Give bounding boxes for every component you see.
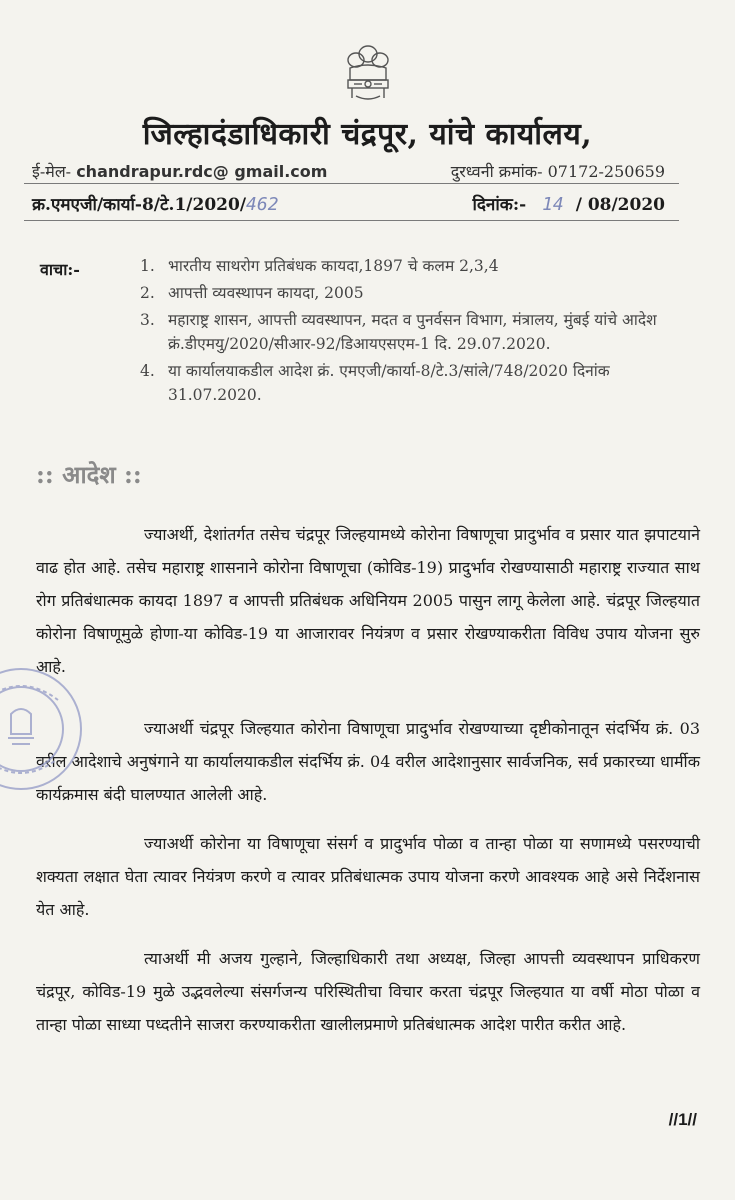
order-paragraph: ज्याअर्थी चंद्रपूर जिल्हयात कोरोना विषाणूचा प्रादुर्भाव रोखण्याच्या दृष्टीकोनातून संदर्भिय क्रं. 03 वरील आदेशाचे अनुषंगाने या कार्यालयाकडील संदर्भिय क्रं. 04 वरील आदेशानुसार सार्वजनिक, सर्व प्रकारच्या धार्मीक कार्यक्रमास बंदी घालण्यात आलेली आहे. bbox=[36, 719, 700, 804]
order-paragraph: ज्याअर्थी कोरोना या विषाणूचा संसर्ग व प्रादुर्भाव पोळा व तान्हा पोळा या सणामध्ये पसरण्याची शक्यता लक्षात घेता त्यावर नियंत्रण करणे व त्यावर प्रतिबंधात्मक उपाय योजना करणे आवश्यक आहे असे निर्देशनास येत आहे. bbox=[36, 834, 700, 919]
email-label: ई-मेल- bbox=[32, 162, 72, 181]
date-day-handwritten: 14 bbox=[542, 194, 564, 215]
reference-item: 3. महाराष्ट्र शासन, आपत्ती व्यवस्थापन, मदत व पुनर्वसन विभाग, मंत्रालय, मुंबई यांचे आदेश क्रं.डीएमयु/2020/सीआर-92/डिआयएसएम-1 दि. 29.07.2020. bbox=[140, 311, 657, 353]
email-address: chandrapur.rdc@ gmail.com bbox=[76, 162, 328, 181]
reference-item: 1. भारतीय साथरोग प्रतिबंधक कायदा,1897 चे कलम 2,3,4 bbox=[140, 257, 499, 275]
order-date bbox=[473, 192, 666, 215]
references-list bbox=[140, 254, 700, 410]
reference-number-text: क्र.एमएजी/कार्या-8/टे.1/2020/ bbox=[32, 195, 247, 215]
reference-item: 2. आपत्ती व्यवस्थापन कायदा, 2005 bbox=[140, 284, 364, 302]
national-emblem-icon bbox=[336, 40, 400, 112]
reference-number bbox=[32, 192, 279, 215]
reference-number-handwritten: 462 bbox=[246, 194, 279, 215]
email-line bbox=[32, 160, 327, 182]
order-paragraph: ज्याअर्थी, देशांतर्गत तसेच चंद्रपूर जिल्हयामध्ये कोरोना विषाणूचा प्रादुर्भाव व प्रसार यात झपाटयाने वाढ होत आहे. तसेच महाराष्ट्र शासनाने कोरोना विषाणूचा (कोविड-19) प्रादुर्भाव रोखण्यासाठी महाराष्ट्र राज्यात साथ रोग प्रतिबंधात्मक कायदा 1897 व आपत्ती प्रतिबंधक अधिनियम 2005 पासुन लागू केलेला आहे. चंद्रपूर जिल्हयात कोरोना विषाणूमुळे होणा-या कोविड-19 या आजारावर नियंत्रण व प्रसार रोखण्याकरीता विविध उपाय योजना सुरु आहे. bbox=[36, 525, 700, 676]
reference-item: 4. या कार्यालयाकडील आदेश क्रं. एमएजी/कार्या-8/टे.3/सांले/748/2020 दिनांक 31.07.2020. bbox=[140, 362, 610, 404]
header-divider bbox=[24, 183, 679, 184]
phone-label: दुरध्वनी क्रमांक- bbox=[450, 162, 543, 181]
page-marker: //1// bbox=[668, 1110, 697, 1129]
order-heading: :: आदेश :: bbox=[36, 460, 142, 489]
phone-line bbox=[451, 160, 665, 182]
office-title: जिल्हादंडाधिकारी चंद्रपूर, यांचे कार्यालय, bbox=[142, 117, 593, 152]
office-seal-stamp-icon bbox=[0, 664, 86, 794]
references-label: वाचा:- bbox=[40, 260, 80, 279]
reference-divider bbox=[24, 220, 679, 221]
date-rest: / 08/2020 bbox=[575, 195, 665, 215]
order-paragraph: त्याअर्थी मी अजय गुल्हाने, जिल्हाधिकारी तथा अध्यक्ष, जिल्हा आपत्ती व्यवस्थापन प्राधिकरण चंद्रपूर, कोविड-19 मुळे उद्भवलेल्या संसर्गजन्य परिस्थितीचा विचार करता चंद्रपूर जिल्हयात या वर्षी मोठा पोळा व तान्हा पोळा साध्या पध्दतीने साजरा करण्याकरीता खालीलप्रमाणे प्रतिबंधात्मक आदेश पारीत करीत आहे. bbox=[36, 949, 700, 1034]
phone-number: 07172-250659 bbox=[547, 162, 665, 181]
date-label: दिनांक:- bbox=[472, 195, 527, 215]
